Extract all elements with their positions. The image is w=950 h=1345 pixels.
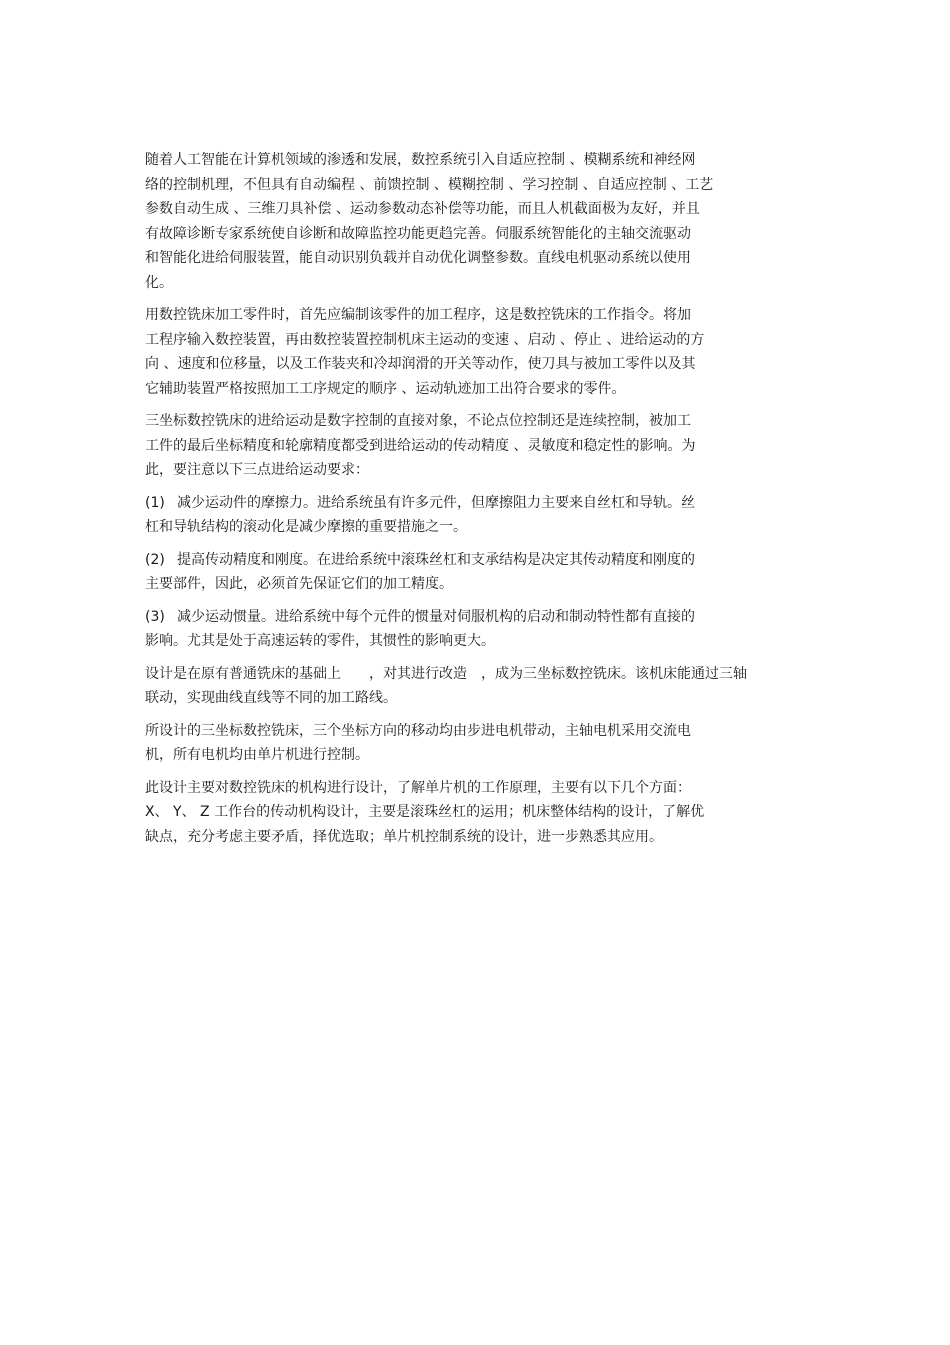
text-line: 设计是在原有普通铣床的基础上 ，对其进行改造 ，成为三坐标数控铣床。该机床能通过三轴 [145, 665, 747, 682]
text-line: 影响。尤其是处于高速运转的零件，其惯性的影响更大。 [145, 633, 495, 649]
text-line: 工程序输入数控装置，再由数控装置控制机床主运动的变速 、启动 、停止 、进给运动的方 [145, 331, 705, 348]
text-line: 此，要注意以下三点进给运动要求： [145, 462, 369, 478]
list-number: (2) [145, 551, 165, 568]
text-line: 缺点，充分考虑主要矛盾，择优选取；单片机控制系统的设计，进一步熟悉其应用。 [145, 828, 663, 845]
list-item-3 [145, 605, 770, 654]
paragraph-design-basis [145, 662, 770, 711]
text-line: 联动，实现曲线直线等不同的加工路线。 [145, 690, 397, 706]
text-line: 机，所有电机均由单片机进行控制。 [145, 747, 369, 763]
list-text: 提高传动精度和刚度。在进给系统中滚珠丝杠和支承结构是决定其传动精度和刚度的 [177, 551, 695, 568]
text-line: X、 Y、 Z 工作台的传动机构设计，主要是滚珠丝杠的运用；机床整体结构的设计，了解优 [145, 804, 705, 820]
list-item-2 [145, 548, 770, 597]
text-line: 向 、速度和位移量，以及工作装夹和冷却润滑的开关等动作，使刀具与被加工零件以及其 [145, 356, 696, 372]
list-number: (3) [145, 608, 165, 625]
text-line [145, 548, 770, 573]
paragraph-machining-program [145, 303, 770, 401]
paragraph-design-scope [145, 776, 770, 850]
text-line: 和智能化进给伺服装置，能自动识别负载并自动优化调整参数。直线电机驱动系统以使用 [145, 250, 691, 266]
text-line [145, 605, 770, 630]
text-line: 主要部件，因此，必须首先保证它们的加工精度。 [145, 576, 453, 592]
list-text: 减少运动惯量。进给系统中每个元件的惯量对伺服机构的启动和制动特性都有直接的 [177, 608, 695, 625]
paragraph-feed-motion [145, 409, 770, 483]
paragraph-motor-control [145, 719, 770, 768]
text-line [145, 491, 770, 516]
text-line: 所设计的三坐标数控铣床，三个坐标方向的移动均由步进电机带动，主轴电机采用交流电 [145, 722, 691, 739]
text-line: 参数自动生成 、三维刀具补偿 、运动参数动态补偿等功能，而且人机截面极为友好，并且 [145, 201, 700, 217]
text-line: 它辅助装置严格按照加工工序规定的顺序 、运动轨迹加工出符合要求的零件。 [145, 380, 626, 397]
text-line: 随着人工智能在计算机领域的渗透和发展，数控系统引入自适应控制 、模糊系统和神经网 [145, 152, 696, 168]
list-text: 减少运动件的摩擦力。进给系统虽有许多元件，但摩擦阻力主要来自丝杠和导轨。丝 [177, 494, 695, 511]
text-line: 杠和导轨结构的滚动化是减少摩擦的重要措施之一。 [145, 519, 467, 535]
document-body [145, 148, 770, 857]
text-line: 化。 [145, 274, 173, 291]
list-item-1 [145, 491, 770, 540]
text-line: 有故障诊断专家系统使自诊断和故障监控功能更趋完善。伺服系统智能化的主轴交流驱动 [145, 225, 691, 242]
text-line: 此设计主要对数控铣床的机构进行设计，了解单片机的工作原理，主要有以下几个方面： [145, 779, 691, 796]
text-line: 用数控铣床加工零件时，首先应编制该零件的加工程序，这是数控铣床的工作指令。将加 [145, 307, 691, 323]
text-line: 络的控制机理，不但具有自动编程 、前馈控制 、模糊控制 、学习控制 、自适应控制 、工艺 [145, 176, 714, 193]
list-number: (1) [145, 494, 165, 511]
text-line: 工件的最后坐标精度和轮廓精度都受到进给运动的传动精度 、灵敏度和稳定性的影响。为 [145, 437, 696, 454]
paragraph-intelligent-cnc [145, 148, 770, 295]
text-line: 三坐标数控铣床的进给运动是数字控制的直接对象，不论点位控制还是连续控制，被加工 [145, 413, 691, 429]
